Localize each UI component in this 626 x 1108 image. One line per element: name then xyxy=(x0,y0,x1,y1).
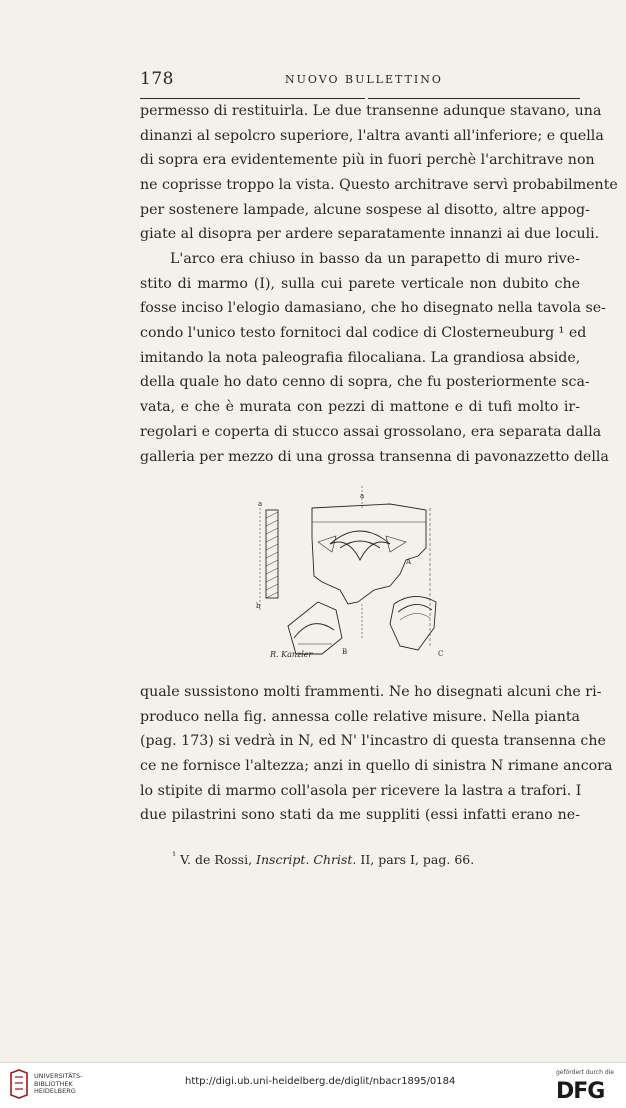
text-line: permesso di restituirla. Le due transenne adunque stavano, una xyxy=(140,103,602,119)
text-line: dinanzi al sepolcro superiore, l'altra avanti all'inferiore; e quella xyxy=(140,127,604,144)
figure-label: A xyxy=(406,558,412,566)
library-logo-icon xyxy=(8,1069,30,1099)
text-line: di sopra era evidentemente più in fuori perchè l'architrave non xyxy=(140,152,595,169)
text-line: ce ne fornisce l'altezza; anzi in quello di sinistra N rimane ancora xyxy=(140,758,613,775)
figure-label: a xyxy=(360,492,365,500)
footnote-rest: II, pars I, pag. 66. xyxy=(360,852,475,868)
text-line: ne coprisse troppo la vista. Questo architrave servì probabilmente xyxy=(140,177,618,194)
paragraph-1 xyxy=(140,99,618,247)
artist-signature: R. Kanzler xyxy=(270,650,313,659)
text-line: della quale ho dato cenno di sopra, che fu posteriormente sca- xyxy=(140,374,590,391)
text-line: regolari e coperta di stucco assai grossolano, era separata dalla xyxy=(140,423,602,440)
fragment-b xyxy=(288,602,342,654)
text-line: per sostenere lampade, alcune sospese al disotto, altre appog- xyxy=(140,201,590,218)
text-line: produco nella fig. annessa colle relative misure. Nella pianta xyxy=(140,708,580,725)
text-line: (pag. 173) si vedrà in N, ed N' l'incastro di questa transenna che xyxy=(140,733,606,750)
library-name: UNIVERSITÄTS- BIBLIOTHEK HEIDELBERG xyxy=(34,1072,83,1095)
footnote-prefix: V. de Rossi, xyxy=(180,852,253,868)
viewer-footer xyxy=(0,1062,626,1108)
footnote-title: Inscript. Christ. xyxy=(256,852,357,868)
text-line: L'arco era chiuso in basso da un parapetto di muro rive- xyxy=(170,251,580,267)
running-head: NUOVO BULLETTINO xyxy=(285,73,443,86)
figure-label: b xyxy=(256,602,261,610)
text-line: galleria per mezzo di una grossa transenna di pavonazzetto della xyxy=(140,448,609,465)
dfg-logo: DFG xyxy=(556,1079,605,1104)
funded-by-label: gefördert durch die xyxy=(556,1069,614,1076)
text-line: vata, e che è murata con pezzi di mattone e di tufi molto ir- xyxy=(140,399,580,416)
text-line: stito di marmo (I), sulla cui parete verticale non dubito che xyxy=(140,275,580,292)
page-number: 178 xyxy=(140,69,174,89)
figure-label: B xyxy=(342,648,348,656)
paragraph-2 xyxy=(140,247,609,469)
fragment-a xyxy=(312,504,426,604)
text-line: quale sussistono molti frammenti. Ne ho disegnati alcuni che ri- xyxy=(140,684,602,700)
text-line: due pilastrini sono stati da me suppliti (essi infatti erano ne- xyxy=(140,807,580,824)
permalink[interactable]: http://digi.ub.uni-heidelberg.de/diglit/nbacr1895/0184 xyxy=(185,1076,456,1087)
page-header xyxy=(140,66,580,90)
figure-label: C xyxy=(438,650,444,658)
footnote xyxy=(172,850,474,867)
paragraph-3 xyxy=(140,680,613,828)
transenna-figure xyxy=(240,478,455,678)
text-line: imitando la nota paleografia filocaliana. La grandiosa abside, xyxy=(140,349,581,366)
text-line: fosse inciso l'elogio damasiano, che ho disegnato nella tavola se- xyxy=(140,300,606,317)
text-line: condo l'unico testo fornitoci dal codice di Closterneuburg ¹ ed xyxy=(140,325,587,342)
figure-label: a xyxy=(258,500,263,508)
footnote-marker: ¹ xyxy=(172,850,177,862)
text-line: lo stipite di marmo coll'asola per ricevere la lastra a trafori. I xyxy=(140,782,582,799)
transenna-drawing xyxy=(240,478,455,678)
text-line: giate al disopra per ardere separatamente innanzi ai due loculi. xyxy=(140,226,600,243)
